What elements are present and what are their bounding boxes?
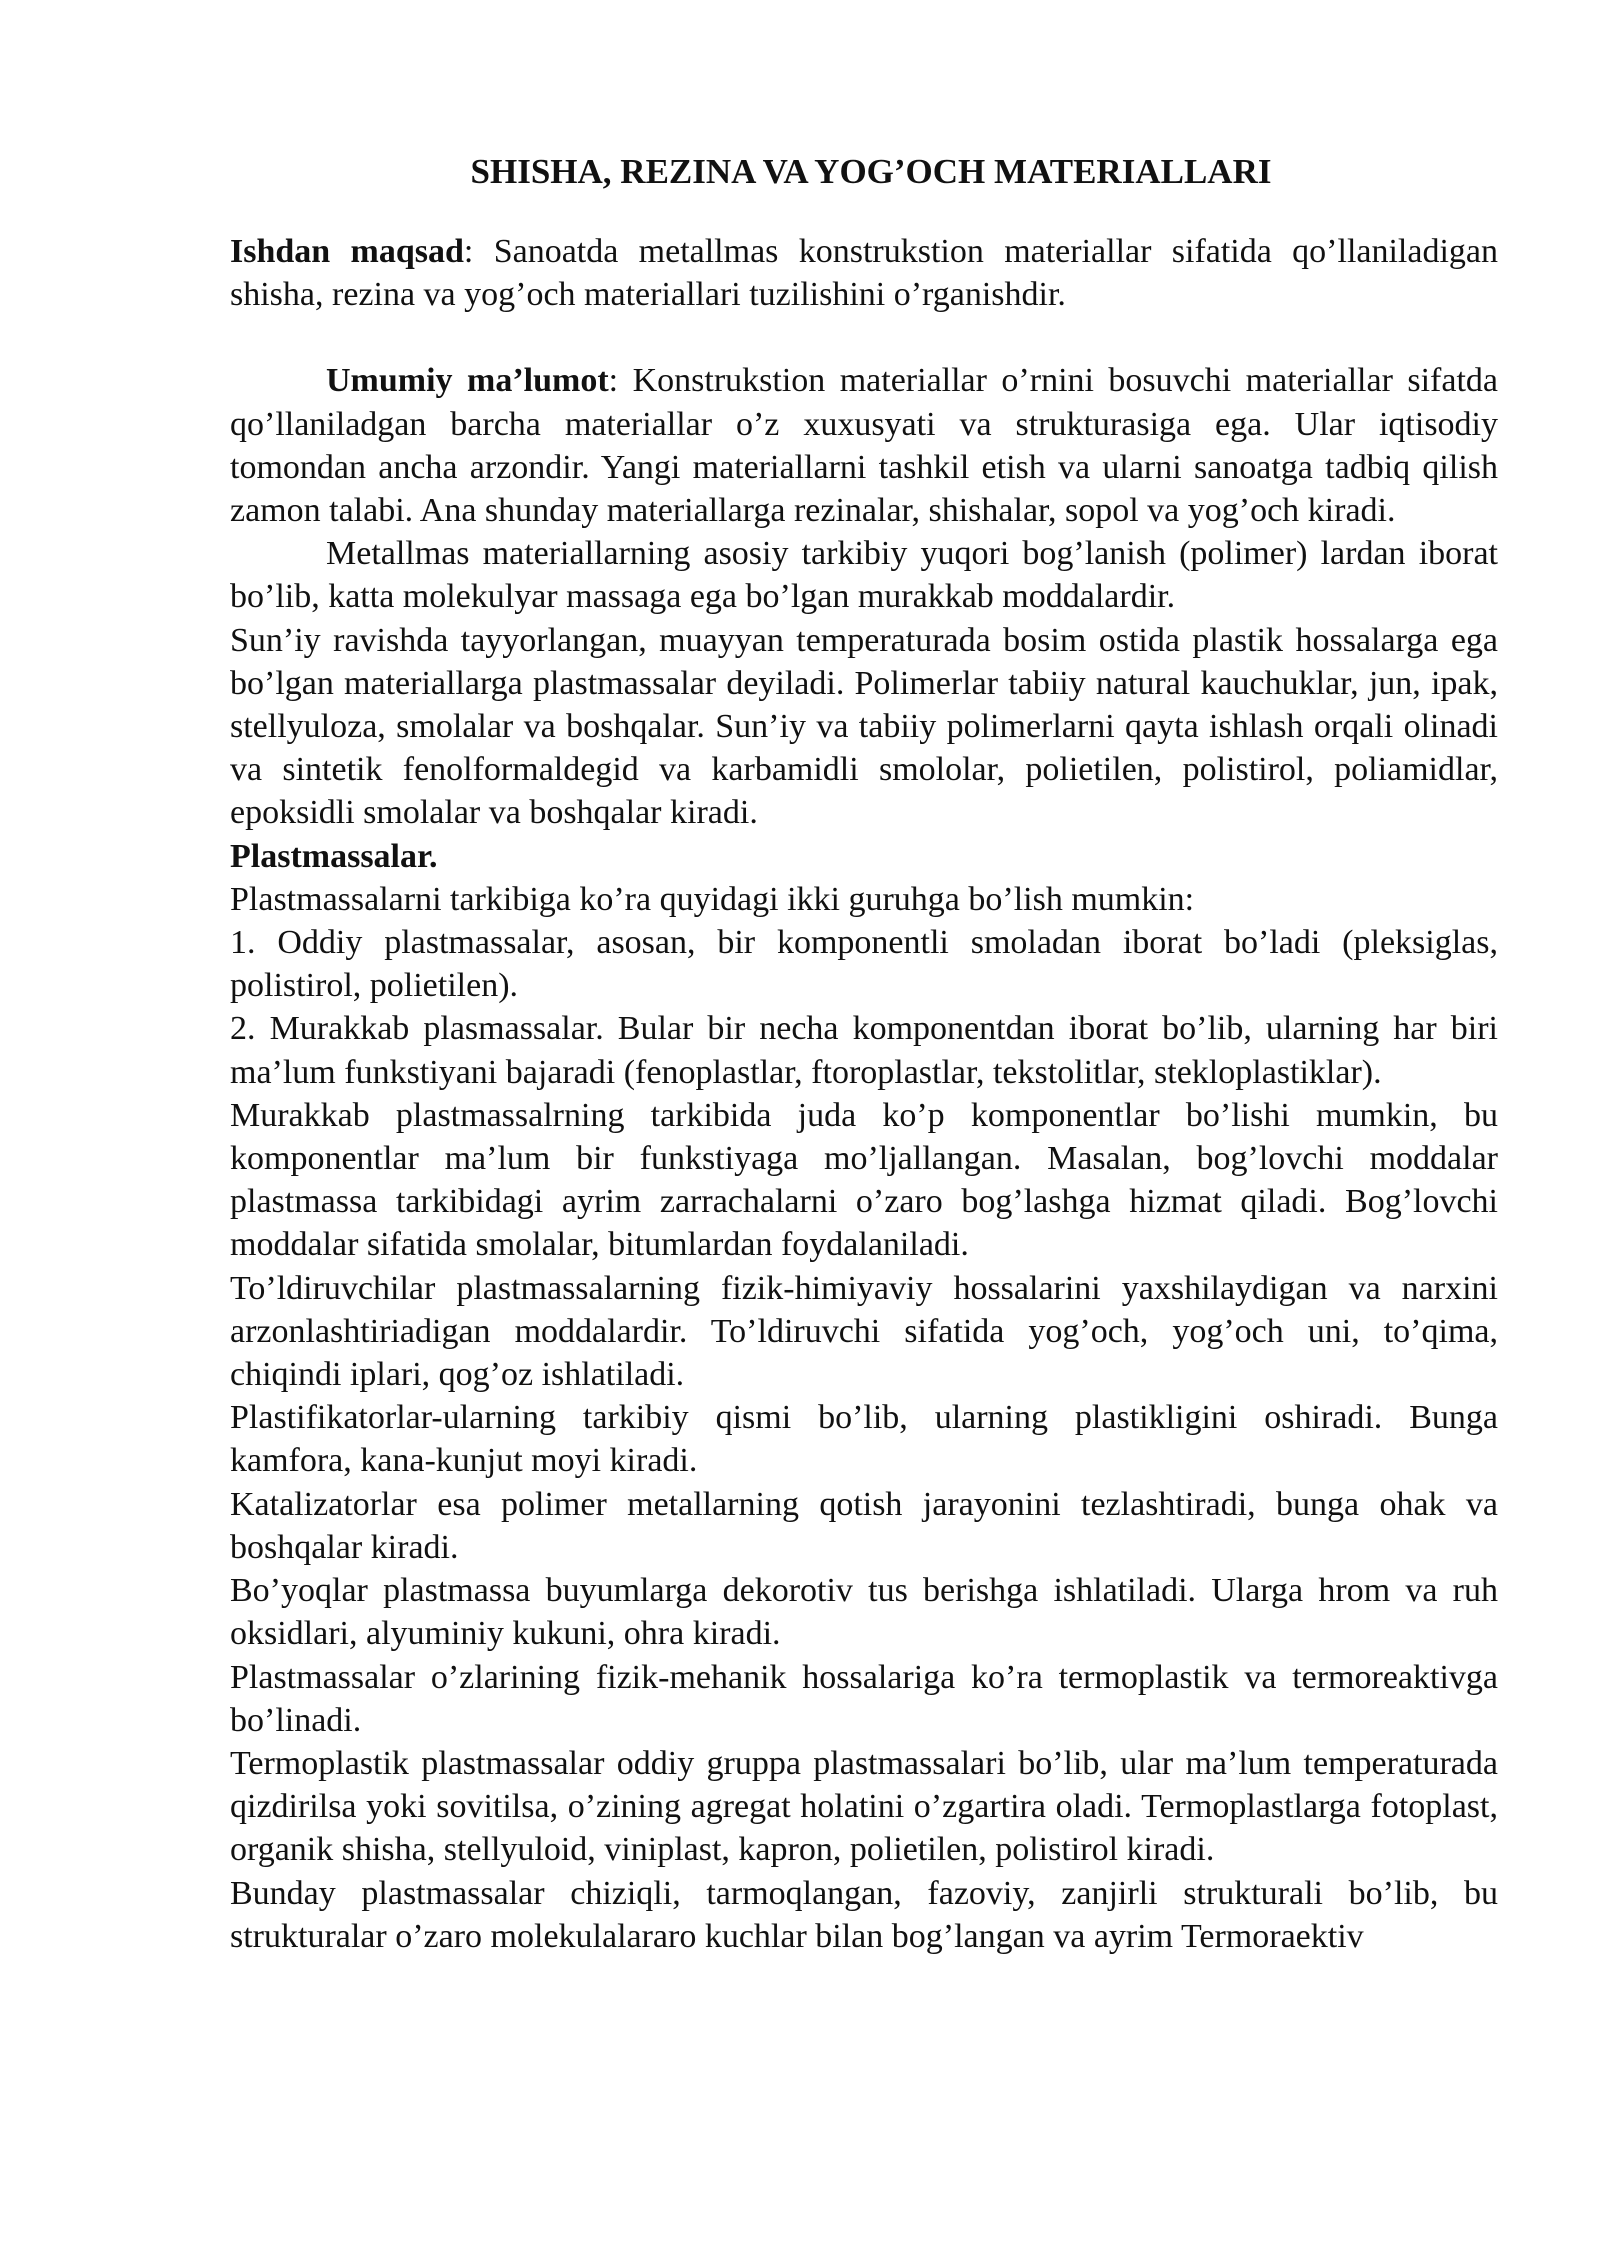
page-title: SHISHA, REZINA VA YOG’OCH MATERIALLARI <box>470 152 1272 191</box>
body-paragraph: Metallmas materiallarning asosiy tarkibiy yuqori bog’lanish (polimer) lardan iborat bo’lib, katta molekulyar massaga ega bo’lgan murakkab moddalardir. <box>230 535 1498 616</box>
general-info-text: : Konstrukstion materiallar o’rnini bosuvchi materiallar sifatda qo’llaniladgan barcha materiallar o’z xuxusyati va strukturasiga ega. Ular iqtisodiy tomondan ancha arzondir. Yangi materiallarni tashkil etish va ularni sanoatga tadbiq qilish zamon talabi. Ana shunday materiallarga rezinalar, shishalar, sopol va yog’och kiradi. <box>230 362 1498 530</box>
purpose-text: : Sanoatda metallmas konstrukstion materiallar sifatida qo’llaniladigan shisha, rezina va yog’och materiallari tuzilishini o’rganishdir. <box>230 233 1499 314</box>
body-paragraph: Katalizatorlar esa polimer metallarning qotish jarayonini tezlashtiradi, bunga ohak va boshqalar kiradi. <box>230 1485 1498 1566</box>
list-item: 2. Murakkab plasmassalar. Bular bir necha komponentdan iborat bo’lib, ularning har biri ma’lum funkstiyani bajaradi (fenoplastlar, ftoroplastlar, tekstolitlar, stekloplastiklar). <box>230 1010 1498 1091</box>
list-item: 1. Oddiy plastmassalar, asosan, bir komponentli smoladan iborat bo’ladi (pleksiglas, polistirol, polietilen). <box>230 924 1498 1005</box>
general-info-label: Umumiy ma’lumot <box>326 362 609 400</box>
body-paragraph: Bunday plastmassalar chiziqli, tarmoqlangan, fazoviy, zanjirli strukturali bo’lib, bu strukturalar o’zaro molekulalararo kuchlar bilan bog’langan va ayrim Termoraektiv <box>230 1874 1498 1955</box>
body-paragraph: Plastmassalarni tarkibiga ko’ra quyidagi ikki guruhga bo’lish mumkin: <box>230 880 1195 918</box>
body-paragraph: To’ldiruvchilar plastmassalarning fizik-himiyaviy hossalarini yaxshilaydigan va narxini arzonlashtiriadigan moddalardir. To’ldiruvchi sifatida yog’och, yog’och uni, to’qima, chiqindi iplari, qog’oz ishlatiladi. <box>230 1269 1498 1394</box>
body-paragraph: Bo’yoqlar plastmassa buyumlarga dekorotiv tus berishga ishlatiladi. Ularga hrom va ruh oksidlari, alyuminiy kukuni, ohra kiradi. <box>230 1572 1498 1653</box>
body-paragraph: Murakkab plastmassalrning tarkibida juda ko’p komponentlar bo’lishi mumkin, bu komponentlar ma’lum bir funkstiyaga mo’ljallangan. Masalan, bog’lovchi moddalar plastmassa tarkibidagi ayrim zarrachalarni o’zaro bog’lashga hizmat qiladi. Bog’lovchi moddalar sifatida smolalar, bitumlardan foydalaniladi. <box>230 1096 1498 1264</box>
purpose-label: Ishdan maqsad <box>230 233 464 270</box>
body-paragraph: Plastifikatorlar-ularning tarkibiy qismi bo’lib, ularning plastikligini oshiradi. Bunga kamfora, kana-kunjut moyi kiradi. <box>230 1399 1498 1480</box>
body-paragraph: Termoplastik plastmassalar oddiy gruppa plastmassalari bo’lib, ular ma’lum temperaturada qizdirilsa yoki sovitilsa, o’zining agregat holatini o’zgartira oladi. Termoplastlarga fotoplast, organik shisha, stellyuloid, viniplast, kapron, polietilen, polistirol kiradi. <box>230 1744 1498 1869</box>
document-page <box>230 150 1498 1958</box>
body-paragraph: Plastmassalar o’zlarining fizik-mehanik hossalariga ko’ra termoplastik va termoreaktivga bo’linadi. <box>230 1658 1498 1739</box>
section-heading-plastmassalar: Plastmassalar. <box>230 837 438 875</box>
purpose-paragraph <box>230 230 1498 316</box>
body-paragraph: Sun’iy ravishda tayyorlangan, muayyan temperaturada bosim ostida plastik hossalarga ega bo’lgan materiallarga plastmassalar deyiladi. Polimerlar tabiiy natural kauchuklar, jun, ipak, stellyuloza, smolalar va boshqalar. Sun’iy va tabiiy polimerlarni qayta ishlash orqali olinadi va sintetik fenolformaldegid va karbamidli smololar, polietilen, polistirol, poliamidlar, epoksidli smolalar va boshqalar kiradi. <box>230 621 1498 832</box>
general-info-paragraph <box>230 359 1498 532</box>
